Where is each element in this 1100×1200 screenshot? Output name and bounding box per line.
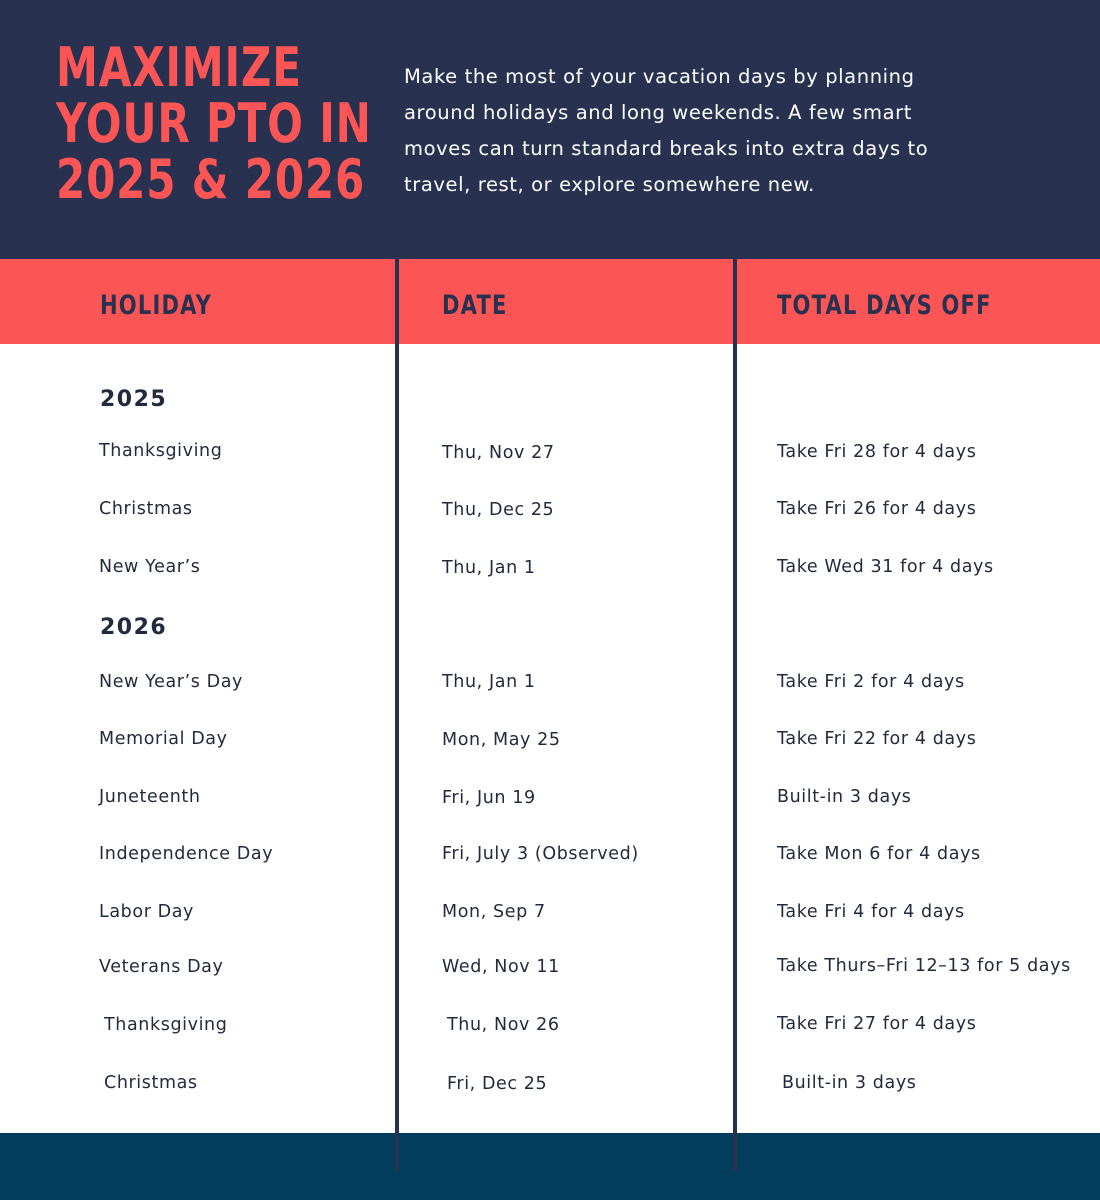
holiday-name: Memorial Day (99, 729, 228, 749)
column-header-total-days-off: TOTAL DAYS OFF (777, 290, 992, 321)
total-days-off: Take Fri 27 for 4 days (777, 1014, 977, 1034)
holiday-name: Thanksgiving (99, 441, 223, 461)
total-days-off: Built-in 3 days (777, 787, 912, 807)
total-days-off: Take Fri 26 for 4 days (777, 499, 977, 519)
total-days-off: Take Wed 31 for 4 days (777, 557, 994, 577)
holiday-date: Thu, Nov 26 (447, 1015, 560, 1035)
holiday-date: Thu, Jan 1 (442, 672, 536, 692)
holiday-name: Thanksgiving (104, 1015, 228, 1035)
holiday-date: Fri, Jun 19 (442, 788, 536, 808)
holiday-date: Thu, Dec 25 (442, 500, 555, 520)
column-header-date: DATE (442, 290, 508, 321)
holiday-date: Thu, Jan 1 (442, 558, 536, 578)
column-divider (733, 259, 737, 1171)
holiday-date: Fri, July 3 (Observed) (442, 844, 639, 864)
holiday-name: Christmas (99, 499, 193, 519)
holiday-name: Labor Day (99, 902, 195, 922)
title-line: MAXIMIZE (56, 36, 302, 99)
holiday-name: New Year’s Day (99, 672, 243, 692)
header-banner (0, 0, 1100, 259)
year-heading: 2025 (100, 387, 168, 412)
total-days-off: Take Mon 6 for 4 days (777, 844, 981, 864)
total-days-off: Take Fri 28 for 4 days (777, 442, 977, 462)
holiday-date: Mon, Sep 7 (442, 902, 546, 922)
holiday-date: Mon, May 25 (442, 730, 561, 750)
total-days-off: Take Fri 4 for 4 days (777, 902, 965, 922)
title-line: YOUR PTO IN (56, 92, 372, 155)
holiday-date: Fri, Dec 25 (447, 1074, 548, 1094)
footer-band (0, 1133, 1100, 1200)
holiday-date: Wed, Nov 11 (442, 957, 560, 977)
holiday-date: Thu, Nov 27 (442, 443, 555, 463)
total-days-off: Built-in 3 days (782, 1073, 917, 1093)
total-days-off: Take Thurs–Fri 12–13 for 5 days (777, 956, 1071, 976)
holiday-name: Veterans Day (99, 957, 224, 977)
column-divider (395, 259, 399, 1171)
title-line: 2025 & 2026 (56, 148, 366, 211)
page-title (56, 36, 372, 211)
column-header-holiday: HOLIDAY (100, 290, 212, 321)
holiday-name: Independence Day (99, 844, 274, 864)
total-days-off: Take Fri 22 for 4 days (777, 729, 977, 749)
holiday-name: Christmas (104, 1073, 198, 1093)
total-days-off: Take Fri 2 for 4 days (777, 672, 965, 692)
holiday-name: Juneteenth (99, 787, 201, 807)
year-heading: 2026 (100, 615, 168, 640)
intro-text: Make the most of your vacation days by planning around holidays and long weekends. A few smart moves can turn standard breaks into extra days to travel, rest, or explore somewhere new. (404, 65, 929, 196)
holiday-name: New Year’s (99, 557, 201, 577)
